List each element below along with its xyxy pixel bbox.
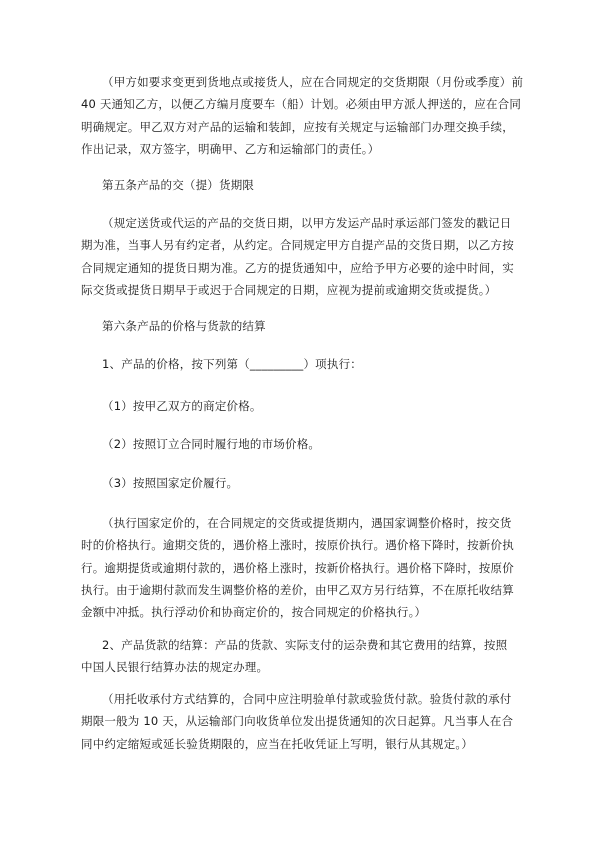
section-heading-article-5 [102,174,548,196]
text-line: 中国人民银行结算办法的规定办理。 [81,660,269,675]
paragraph-delivery-date [81,212,527,301]
sub-item-2 [102,433,527,455]
text-line: 1、产品的价格，按下列第（_________）项执行： [102,357,362,371]
text-line: 合同规定通知的提货日期为准。乙方的提货通知中，应给予甲方必要的途中时间，实 [81,260,514,275]
text-line: 期限一般为 10 天，从运输部门向收货单位发出提货通知的次日起算。凡当事人在合 [81,714,514,729]
text-line: 2、产品货款的结算：产品的货款、实际支付的运杂费和其它费用的结算，按照 [102,638,508,652]
sub-item-1 [102,395,527,417]
section-heading-article-6 [102,315,548,337]
paragraph-state-pricing [81,512,527,623]
text-line: 时的价格执行。逾期交货的，遇价格上涨时，按原价执行。遇价格下降时，按新价执 [81,538,514,553]
paragraph-collection-payment [81,688,527,755]
text-line: 行。逾期提货或逾期付款的，遇价格上涨时，按新价格执行。遇价格下降时，按原价 [81,560,514,575]
text-line: 40 天通知乙方，以便乙方编月度要车（船）计划。必须由甲方派人押送的，应在合同 [81,97,522,112]
text-line: 同中约定缩短或延长验货期限的，应当在托收凭证上写明，银行从其规定。） [81,736,474,751]
text-line: （1）按甲乙双方的商定价格。 [102,399,262,413]
text-line: （2）按照订立合同时履行地的市场价格。 [102,437,321,451]
text-line: 执行。由于逾期付款而发生调整价格的差价，由甲乙双方另行结算，不在原托收结算 [81,582,514,597]
text-line: 际交货或提货日期早于或迟于合同规定的日期，应视为提前或逾期交货或提货。） [81,282,497,297]
item-payment-settlement [81,634,527,679]
paragraph-delivery-change [81,71,527,160]
heading-text: 第六条产品的价格与货款的结算 [102,319,266,333]
heading-text: 第五条产品的交（提）货期限 [102,178,255,192]
text-line: （执行国家定价的，在合同规定的交货或提货期内，遇国家调整价格时，按交货 [102,516,512,530]
text-line: 明确规定。甲乙双方对产品的运输和装卸，应按有关规定与运输部门办理交换手续， [81,119,514,134]
text-line: 期为准，当事人另有约定者，从约定。合同规定甲方自提产品的交货日期，以乙方按 [81,238,514,253]
text-line: （用托收承付方式结算的，合同中应注明验单付款或验货付款。验货付款的承付 [102,692,512,706]
sub-item-3 [102,472,527,494]
text-line: （3）按照国家定价履行。 [102,476,239,490]
text-line: （规定送货或代运的产品的交货日期，以甲方发运产品时承运部门签发的戳记日 [102,216,512,230]
text-line: （甲方如要求变更到货地点或接货人，应在合同规定的交货期限（月份或季度）前 [102,75,524,89]
text-line: 金额中冲抵。执行浮动价和协商定价的，按合同规定的价格执行。） [81,605,427,620]
text-line: 作出记录，双方签字，明确甲、乙方和运输部门的责任。） [81,141,380,156]
item-price [102,353,527,375]
